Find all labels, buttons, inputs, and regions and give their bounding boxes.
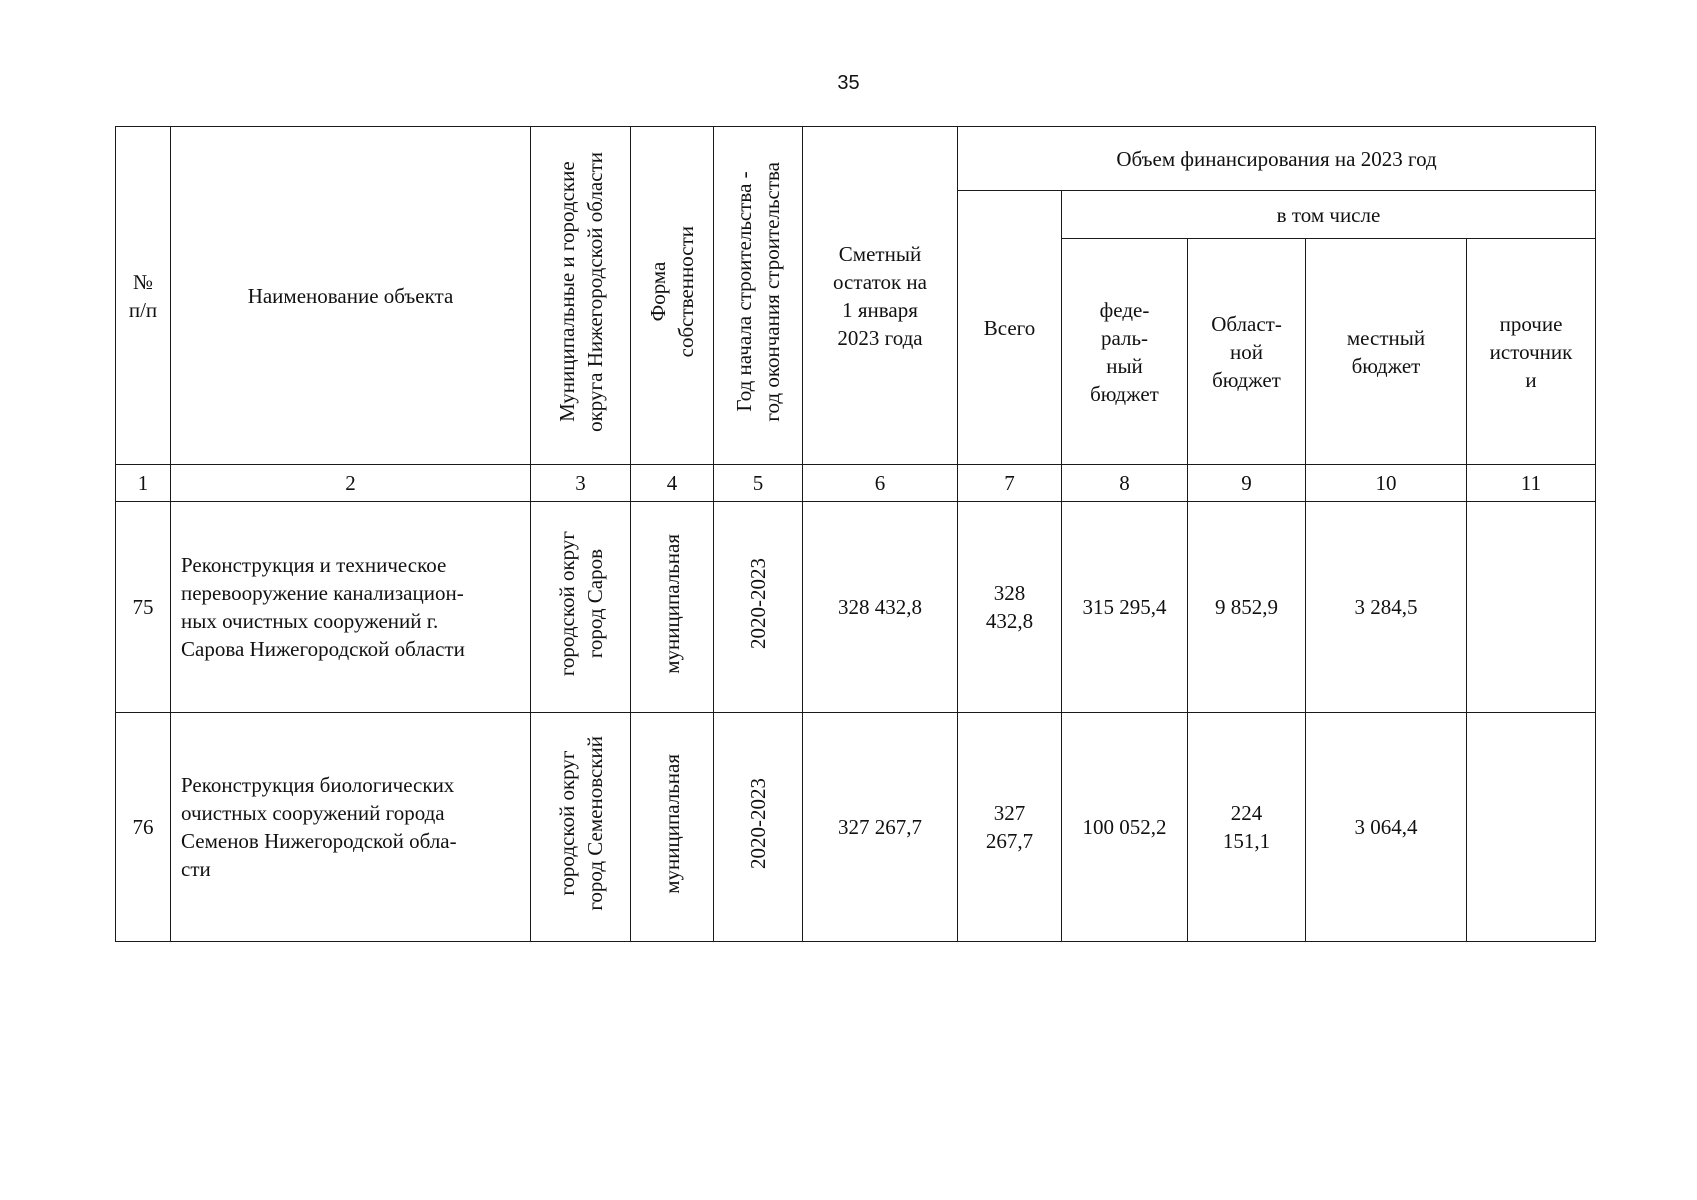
- municipality-text: городской округ город Семеновский: [554, 736, 607, 911]
- ownership-cell: [631, 502, 714, 713]
- header-local: местный бюджет: [1306, 239, 1467, 465]
- header-other: прочие источник и: [1467, 239, 1596, 465]
- municipality-cell: [531, 713, 631, 942]
- regional-cell: 224 151,1: [1188, 713, 1306, 942]
- row-no: 75: [116, 502, 171, 713]
- header-total: Всего: [958, 191, 1062, 465]
- ownership-text: муниципальная: [660, 753, 684, 894]
- column-number: 10: [1306, 465, 1467, 502]
- column-number: 3: [531, 465, 631, 502]
- header-federal: феде- раль- ный бюджет: [1062, 239, 1188, 465]
- column-number: 6: [803, 465, 958, 502]
- years-text: 2020-2023: [746, 558, 770, 649]
- total-cell: 328 432,8: [958, 502, 1062, 713]
- header-estimate: Сметный остаток на 1 января 2023 года: [803, 127, 958, 465]
- years-cell: [714, 502, 803, 713]
- municipality-text: городской округ город Саров: [554, 530, 607, 677]
- header-ownership: [631, 127, 714, 465]
- header-name: Наименование объекта: [171, 127, 531, 465]
- years-text: 2020-2023: [746, 778, 770, 869]
- header-years-text: Год начала строительства - год окончания строительства: [732, 162, 784, 422]
- column-number-row: [116, 465, 1596, 502]
- column-number: 1: [116, 465, 171, 502]
- page-number: 35: [837, 72, 860, 94]
- header-ownership-text: Форма собственности: [646, 226, 698, 358]
- column-number: 7: [958, 465, 1062, 502]
- estimate-cell: 328 432,8: [803, 502, 958, 713]
- column-number: 4: [631, 465, 714, 502]
- total-cell: 327 267,7: [958, 713, 1062, 942]
- header-regional: Област- ной бюджет: [1188, 239, 1306, 465]
- funding-table: [115, 126, 1596, 942]
- other-cell: [1467, 502, 1596, 713]
- local-cell: 3 064,4: [1306, 713, 1467, 942]
- column-number: 5: [714, 465, 803, 502]
- header-no: № п/п: [116, 127, 171, 465]
- ownership-text: муниципальная: [660, 533, 684, 674]
- header-including: в том числе: [1062, 191, 1596, 239]
- federal-cell: 315 295,4: [1062, 502, 1188, 713]
- header-municipality-text: Муниципальные и городские округа Нижегородской области: [554, 152, 607, 432]
- table-row: [116, 502, 1596, 713]
- column-number: 2: [171, 465, 531, 502]
- row-no: 76: [116, 713, 171, 942]
- header-row-top: [116, 127, 1596, 191]
- column-number: 9: [1188, 465, 1306, 502]
- object-name: Реконструкция биологических очистных сооружений города Семенов Нижегородской обла- сти: [171, 713, 531, 942]
- column-number: 8: [1062, 465, 1188, 502]
- header-funding: Объем финансирования на 2023 год: [958, 127, 1596, 191]
- municipality-cell: [531, 502, 631, 713]
- federal-cell: 100 052,2: [1062, 713, 1188, 942]
- years-cell: [714, 713, 803, 942]
- ownership-cell: [631, 713, 714, 942]
- estimate-cell: 327 267,7: [803, 713, 958, 942]
- table-row: [116, 713, 1596, 942]
- header-years: [714, 127, 803, 465]
- other-cell: [1467, 713, 1596, 942]
- column-number: 11: [1467, 465, 1596, 502]
- local-cell: 3 284,5: [1306, 502, 1467, 713]
- regional-cell: 9 852,9: [1188, 502, 1306, 713]
- object-name: Реконструкция и техническое перевооружение канализацион- ных очистных сооружений г. Сарова Нижегородской области: [171, 502, 531, 713]
- header-municipality: [531, 127, 631, 465]
